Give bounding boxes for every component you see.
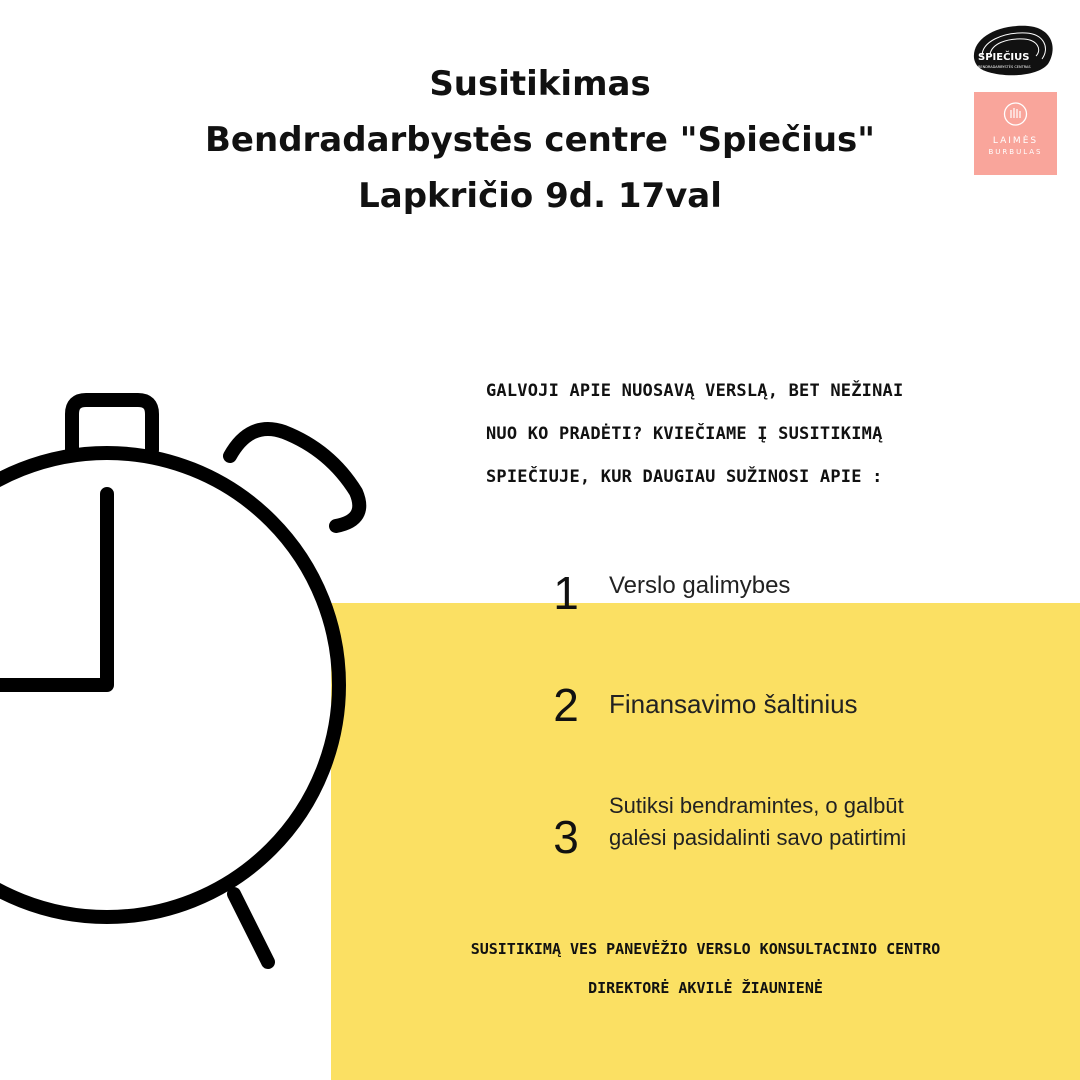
list-item-number: 3 — [553, 811, 579, 863]
list-item-text — [609, 790, 906, 854]
list-item-text-line-1: Sutiksi bendramintes, o galbūt — [609, 793, 904, 818]
page-title — [130, 56, 950, 224]
intro-line-3: SPIEČIUJE, KUR DAUGIAU SUŽINOSI APIE : — [486, 467, 883, 487]
spiecius-logo-tagline: BENDRADARBYSTĖS CENTRAS — [978, 65, 1031, 69]
laimes-burbulas-logo — [974, 92, 1057, 175]
intro-line-2: NUO KO PRADĖTI? KVIEČIAME Į SUSITIKIMĄ — [486, 424, 883, 444]
footer-line-2: DIREKTORĖ AKVILĖ ŽIAUNIENĖ — [588, 979, 823, 997]
list-item-text-line-2: galėsi pasidalinti savo patirtimi — [609, 825, 907, 850]
title-line-2: Bendradarbystės centre "Spiečius" — [205, 120, 875, 160]
spiecius-logo-name: SPIEČIUS — [978, 52, 1030, 63]
footer-line-1: SUSITIKIMĄ VES PANEVĖŽIO VERSLO KONSULTACINIO CENTRO — [470, 940, 941, 958]
laimes-logo-word1: LAIMĖS — [992, 136, 1039, 146]
intro-text — [486, 370, 1026, 499]
list-item-number: 2 — [553, 679, 579, 731]
spiecius-logo — [968, 18, 1060, 80]
title-line-3: Lapkričio 9d. 17val — [358, 176, 722, 216]
intro-line-1: GALVOJI APIE NUOSAVĄ VERSLĄ, BET NEŽINAI — [486, 381, 904, 401]
list-item-text: Verslo galimybes — [609, 572, 791, 599]
footer-text — [331, 930, 1080, 1008]
list-item-number: 1 — [553, 567, 579, 619]
laimes-logo-word2: BURBULAS — [988, 148, 1043, 156]
title-line-1: Susitikimas — [429, 64, 651, 104]
list-item-text: Finansavimo šaltinius — [609, 689, 858, 719]
alarm-clock-icon — [0, 380, 380, 980]
